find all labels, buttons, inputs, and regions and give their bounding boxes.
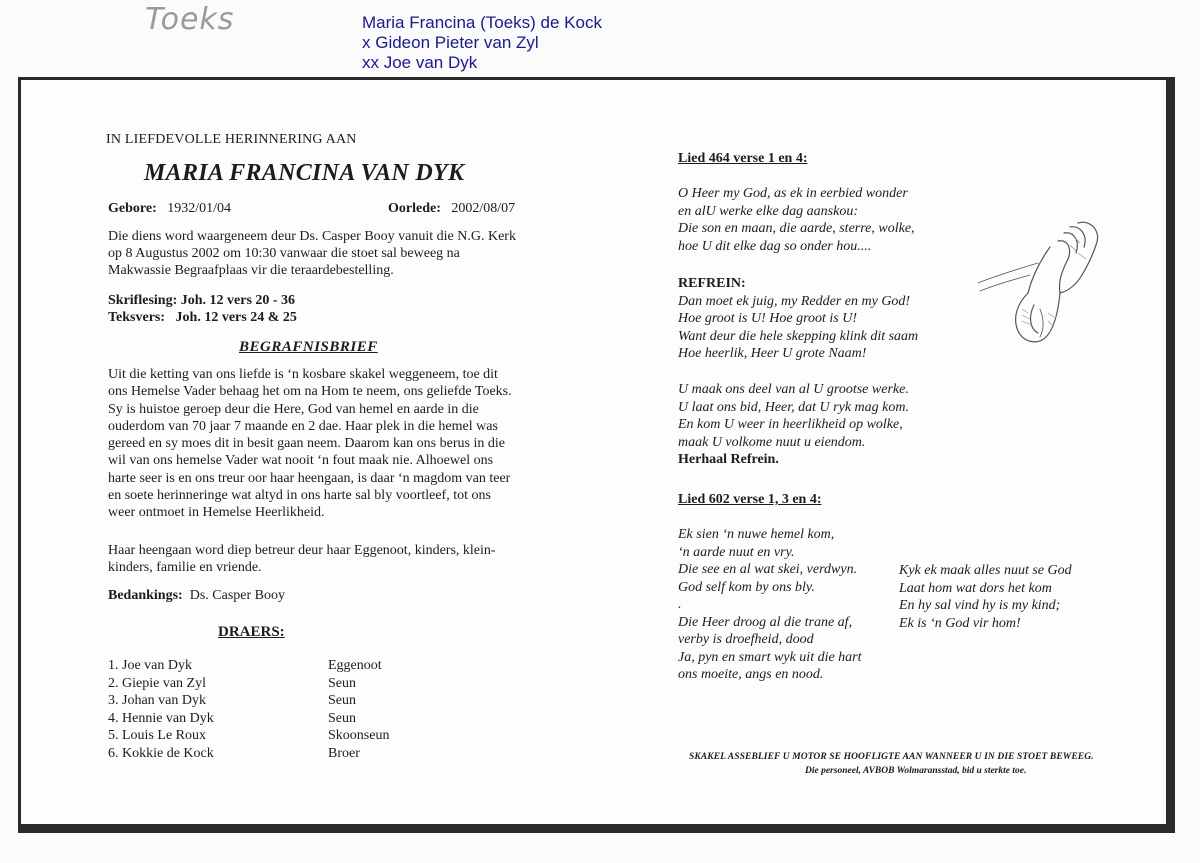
hymn1-title — [678, 150, 807, 168]
letter-paragraph — [108, 366, 578, 522]
died-value: 2002/08/07 — [451, 201, 516, 216]
hymn-line: maak U volkome nuut u eiendom. — [678, 434, 866, 450]
bearer-name: 1. Joe van Dyk — [108, 658, 192, 673]
hymn2-verse4 — [899, 562, 1072, 632]
header-line-3: xx Joe van Dyk — [362, 53, 478, 72]
hymn1-verse1 — [678, 185, 915, 255]
bearer-relation: Seun — [328, 710, 356, 726]
hymn-line: U maak ons deel van al U grootse werke. — [678, 382, 909, 397]
hymn-line: Kyk ek maak alles nuut se God — [899, 563, 1072, 578]
text-label: Teksvers: — [108, 310, 166, 325]
born-label: Gebore: — [108, 201, 157, 216]
thanks-label: Bedankings: — [108, 588, 183, 603]
hymn-line: God self kom by ons bly. — [678, 579, 815, 595]
refrain-line: Hoe heerlik, Heer U grote Naam! — [678, 346, 867, 361]
hymn2-title-text: Lied 602 verse 1, 3 en 4: — [678, 492, 822, 507]
mourned-line: kinders, familie en vriende. — [108, 560, 262, 575]
bearer-row — [108, 710, 389, 728]
letter-title-text: BEGRAFNISBRIEF — [239, 339, 378, 355]
service-line: op 8 Augustus 2002 om 10:30 vanwaar die stoet sal beweeg na — [108, 246, 460, 261]
bearer-relation: Seun — [328, 693, 356, 709]
letter-line: ons Hemelse Vader behaag het om na Hom te neem, ons geliefde Toeks. — [108, 384, 512, 400]
repeat-refrain: Herhaal Refrein. — [678, 452, 779, 467]
bearer-name: 3. Johan van Dyk — [108, 693, 206, 709]
hymn-line: Laat hom wat dors het kom — [899, 580, 1052, 596]
reading-value: Joh. 12 vers 20 - 36 — [180, 293, 296, 308]
hymn-line: hoe U dit elke dag so onder hou.... — [678, 238, 872, 254]
refrain-block — [678, 275, 918, 363]
hymn-line: En hy sal vind hy is my kind; — [899, 598, 1061, 613]
service-line: Die diens word waargeneem deur Ds. Casper Booy vanuit die N.G. Kerk — [108, 229, 516, 244]
bearer-relation: Broer — [328, 745, 360, 761]
funeral-program-card — [18, 77, 1175, 833]
born-value: 1932/01/04 — [167, 201, 232, 216]
reading-label: Skriflesing: — [108, 293, 178, 308]
letter-line: wil van ons hemelse Vader wat nooit ‘n fout maak nie. Alhoewel ons — [108, 453, 494, 469]
bearer-row — [108, 692, 389, 710]
dates-row — [108, 201, 568, 217]
thanks-value: Ds. Casper Booy — [189, 588, 285, 603]
bearers-title — [218, 624, 688, 641]
bearer-row — [108, 745, 389, 763]
scripture-block — [108, 292, 578, 326]
bearer-relation: Eggenoot — [328, 658, 382, 673]
died-label: Oorlede: — [388, 201, 441, 216]
hymn2-verse1 — [678, 526, 862, 684]
footer-notice: SKAKEL ASSEBLIEF U MOTOR SE HOOFLIGTE AAN WANNEER U IN DIE STOET BEWEEG. — [689, 752, 1094, 762]
letter-line: gereed en sy moes dit in besit gaan neem. Daarom kan ons berus in die — [108, 436, 505, 452]
refrain-line: Dan moet ek juig, my Redder en my God! — [678, 293, 911, 309]
bearer-relation: Seun — [328, 675, 356, 691]
refrain-line: Want deur die hele skepping klink dit saam — [678, 328, 919, 344]
hymn-dot: . — [678, 597, 682, 612]
letter-title — [239, 339, 709, 356]
mourned-paragraph — [108, 542, 578, 576]
header-line-1: Maria Francina (Toeks) de Kock — [362, 13, 602, 32]
letter-line: weer ontmoet in Hemelse Heerlikheid. — [108, 505, 325, 521]
refrain-line: Hoe groot is U! Hoe groot is U! — [678, 311, 858, 326]
hymn-line: Die son en maan, die aarde, sterre, wolke, — [678, 221, 915, 236]
hymn-line: ‘n aarde nuut en vry. — [678, 544, 795, 560]
deceased-name: MARIA FRANCINA VAN DYK — [144, 160, 465, 186]
bearer-row — [108, 657, 389, 675]
header-notes — [362, 13, 602, 73]
hymn1-title-text: Lied 464 verse 1 en 4: — [678, 151, 808, 166]
hymn-line: O Heer my God, as ek in eerbied wonder — [678, 186, 908, 201]
bearer-name: 4. Hennie van Dyk — [108, 710, 214, 726]
handwritten-note: Toeks — [145, 2, 235, 37]
bearers-list — [108, 657, 389, 763]
bearer-name: 6. Kokkie de Kock — [108, 745, 214, 761]
bearer-row — [108, 727, 389, 745]
hymn1-verse4 — [678, 381, 909, 469]
refrain-title: REFREIN: — [678, 276, 746, 291]
bearer-name: 2. Giepie van Zyl — [108, 675, 206, 691]
intro-line: IN LIEFDEVOLLE HERINNERING AAN — [106, 132, 357, 147]
hymn-line: verby is droefheid, dood — [678, 632, 814, 647]
letter-line: harte seer is en ons treur oor haar heengaan, is daar ‘n magdom van teer — [108, 470, 511, 486]
footer-signoff: Die personeel, AVBOB Wolmaransstad, bid u sterkte toe. — [805, 766, 1027, 776]
hymn-line: Ek is ‘n God vir hom! — [899, 615, 1021, 631]
praying-hands-icon — [978, 213, 1108, 353]
hymn-line: Ek sien ‘n nuwe hemel kom, — [678, 527, 835, 542]
letter-line: Sy is huistoe geroep deur die Here, God van hemel en aarde in die — [108, 401, 479, 417]
bearer-row — [108, 675, 389, 693]
hymn-line: ons moeite, angs en nood. — [678, 667, 824, 682]
service-line: Makwassie Begraafplaas vir die teraardebestelling. — [108, 263, 394, 278]
hymn-line: En kom U weer in heerlikheid op wolke, — [678, 417, 903, 432]
letter-line: Uit die ketting van ons liefde is ‘n kosbare skakel weggeneem, toe dit — [108, 367, 498, 382]
bearers-title-text: DRAERS: — [218, 624, 285, 640]
text-value: Joh. 12 vers 24 & 25 — [175, 310, 297, 325]
letter-line: ouderdom van 70 jaar 7 maande en 2 dae. Haar plek in die hemel was — [108, 418, 498, 434]
hymn-line: U laat ons bid, Heer, dat U ryk mag kom. — [678, 399, 909, 415]
hymn-line: Ja, pyn en smart wyk uit die hart — [678, 649, 862, 665]
hymn-line: en alU werke elke dag aanskou: — [678, 203, 858, 219]
service-paragraph — [108, 228, 578, 279]
letter-line: en soete herinneringe wat altyd in ons harte sal bly voortleef, tot ons — [108, 488, 491, 504]
thanks-line — [108, 587, 578, 604]
mourned-line: Haar heengaan word diep betreur deur haar Eggenoot, kinders, klein- — [108, 543, 496, 558]
hymn2-title — [678, 491, 821, 509]
bearer-relation: Skoonseun — [328, 728, 390, 744]
hymn-line: Die see en al wat skei, verdwyn. — [678, 562, 858, 577]
header-line-2: x Gideon Pieter van Zyl — [362, 33, 539, 52]
bearer-name: 5. Louis Le Roux — [108, 728, 206, 744]
hymn-line: Die Heer droog al die trane af, — [678, 614, 853, 630]
